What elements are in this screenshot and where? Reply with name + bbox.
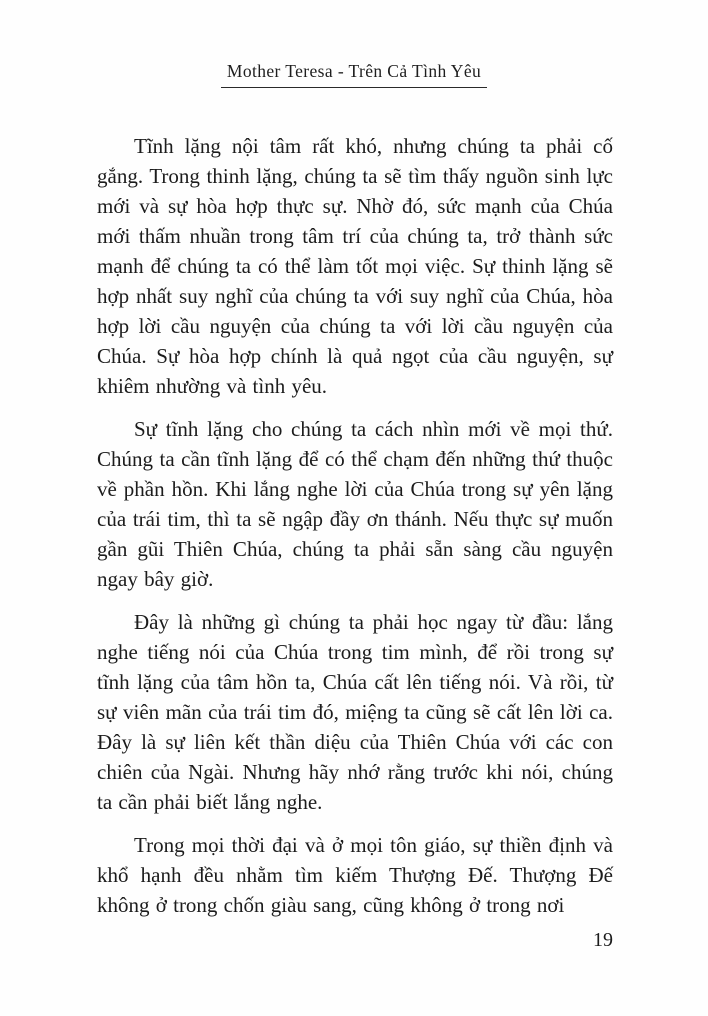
page-body [97, 131, 613, 920]
body-paragraph-4: Trong mọi thời đại và ở mọi tôn giáo, sự thiền định và khổ hạnh đều nhằm tìm kiếm Thượng Đế. Thượng Đế không ở trong chốn giàu sang, cũng không ở trong nơi [97, 833, 613, 917]
running-header-area [0, 0, 708, 88]
body-paragraph-2: Sự tĩnh lặng cho chúng ta cách nhìn mới về mọi thứ. Chúng ta cần tĩnh lặng để có thể chạm đến những thứ thuộc về phần hồn. Khi lắng nghe lời của Chúa trong sự yên lặng của trái tim, thì ta sẽ ngập đầy ơn thánh. Nếu thực sự muốn gần gũi Thiên Chúa, chúng ta phải sẵn sàng cầu nguyện ngay bây giờ. [97, 417, 613, 591]
page-number: 19 [593, 929, 613, 951]
running-header: Mother Teresa - Trên Cả Tình Yêu [221, 60, 487, 88]
body-paragraph-1: Tĩnh lặng nội tâm rất khó, nhưng chúng ta phải cố gắng. Trong thinh lặng, chúng ta sẽ tìm thấy nguồn sinh lực mới và sự hòa hợp thực sự. Nhờ đó, sức mạnh của Chúa mới thấm nhuần trong tâm trí của chúng ta, trở thành sức mạnh để chúng ta có thể làm tốt mọi việc. Sự thinh lặng sẽ hợp nhất suy nghĩ của chúng ta với suy nghĩ của Chúa, hòa hợp lời cầu nguyện của chúng ta với lời cầu nguyện của Chúa. Sự hòa hợp chính là quả ngọt của cầu nguyện, sự khiêm nhường và tình yêu. [97, 134, 613, 398]
body-paragraph-3: Đây là những gì chúng ta phải học ngay từ đầu: lắng nghe tiếng nói của Chúa trong tim mình, để rồi trong sự tĩnh lặng của tâm hồn ta, Chúa cất lên tiếng nói. Và rồi, từ sự viên mãn của trái tim đó, miệng ta cũng sẽ cất lên lời ca. Đây là sự liên kết thần diệu của Thiên Chúa với các con chiên của Ngài. Nhưng hãy nhớ rằng trước khi nói, chúng ta cần phải biết lắng nghe. [97, 610, 613, 814]
